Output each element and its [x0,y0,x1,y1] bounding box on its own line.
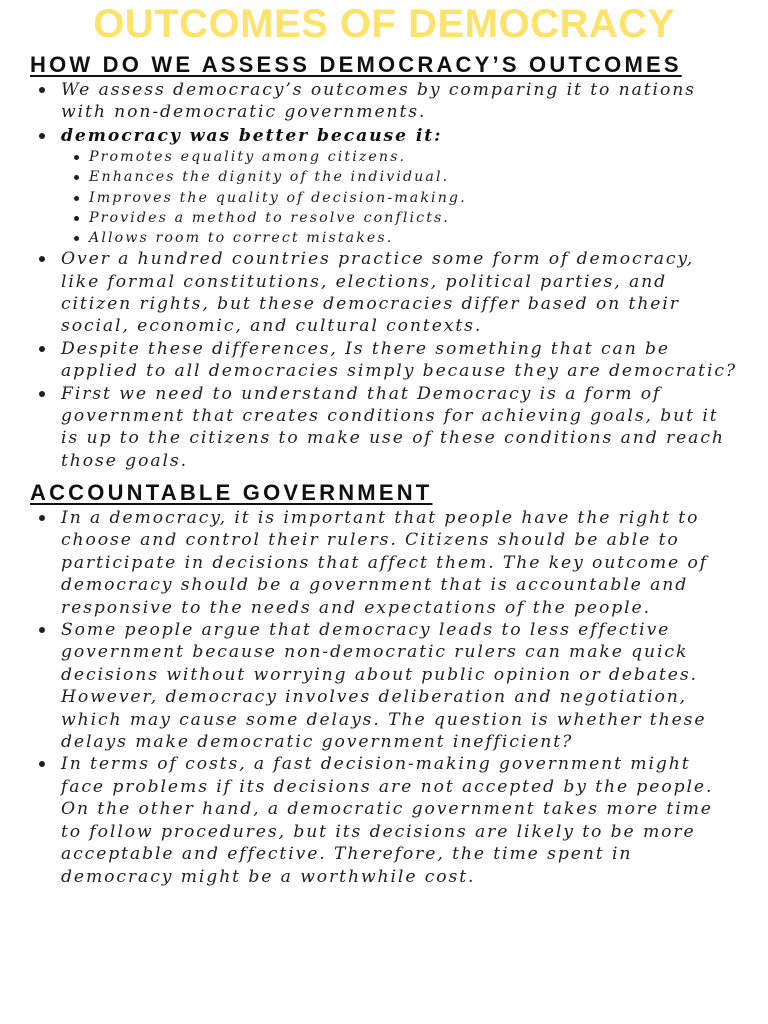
sub-list-item: Provides a method to resolve conflicts. [61,208,738,228]
list-item: We assess democracy’s outcomes by comparing it to nations with non-democratic governments. [30,79,738,124]
section-heading-accountable-government: ACCOUNTABLE GOVERNMENT [30,480,433,505]
accountable-government-list [30,507,738,888]
benefits-sublist [61,147,738,248]
sub-list-item: Allows room to correct mistakes. [61,228,738,248]
list-item-better-because [30,125,738,248]
list-item: Over a hundred countries practice some form of democracy, like formal constitutions, elections, political parties, and citizen rights, but these democracies differ based on their social, economic, and cultural contexts. [30,248,738,338]
page-title: OUTCOMES OF DEMOCRACY [93,2,675,46]
assess-outcomes-list [30,79,738,472]
section-heading-assess-outcomes: HOW DO WE ASSESS DEMOCRACY’S OUTCOMES [30,52,682,77]
sub-list-item: Promotes equality among citizens. [61,147,738,167]
list-item-label: democracy was better because it: [61,125,443,146]
sub-list-item: Improves the quality of decision-making. [61,188,738,208]
list-item: Despite these differences, Is there something that can be applied to all democracies simply because they are democratic? [30,338,738,383]
list-item: Some people argue that democracy leads to less effective government because non-democratic rulers can make quick decisions without worrying about public opinion or debates. However, democracy involves deliberation and negotiation, which may cause some delays. The question is whether these delays make democratic government inefficient? [30,619,738,753]
list-item: In terms of costs, a fast decision-making government might face problems if its decisions are not accepted by the people. On the other hand, a democratic government takes more time to follow procedures, but its decisions are likely to be more acceptable and effective. Therefore, the time spent in democracy might be a worthwhile cost. [30,753,738,887]
list-item: First we need to understand that Democracy is a form of government that creates conditions for achieving goals, but it is up to the citizens to make use of these conditions and reach those goals. [30,383,738,473]
list-item: In a democracy, it is important that people have the right to choose and control their rulers. Citizens should be able to participate in decisions that affect them. The key outcome of democracy should be a government that is accountable and responsive to the needs and expectations of the people. [30,507,738,619]
sub-list-item: Enhances the dignity of the individual. [61,167,738,187]
